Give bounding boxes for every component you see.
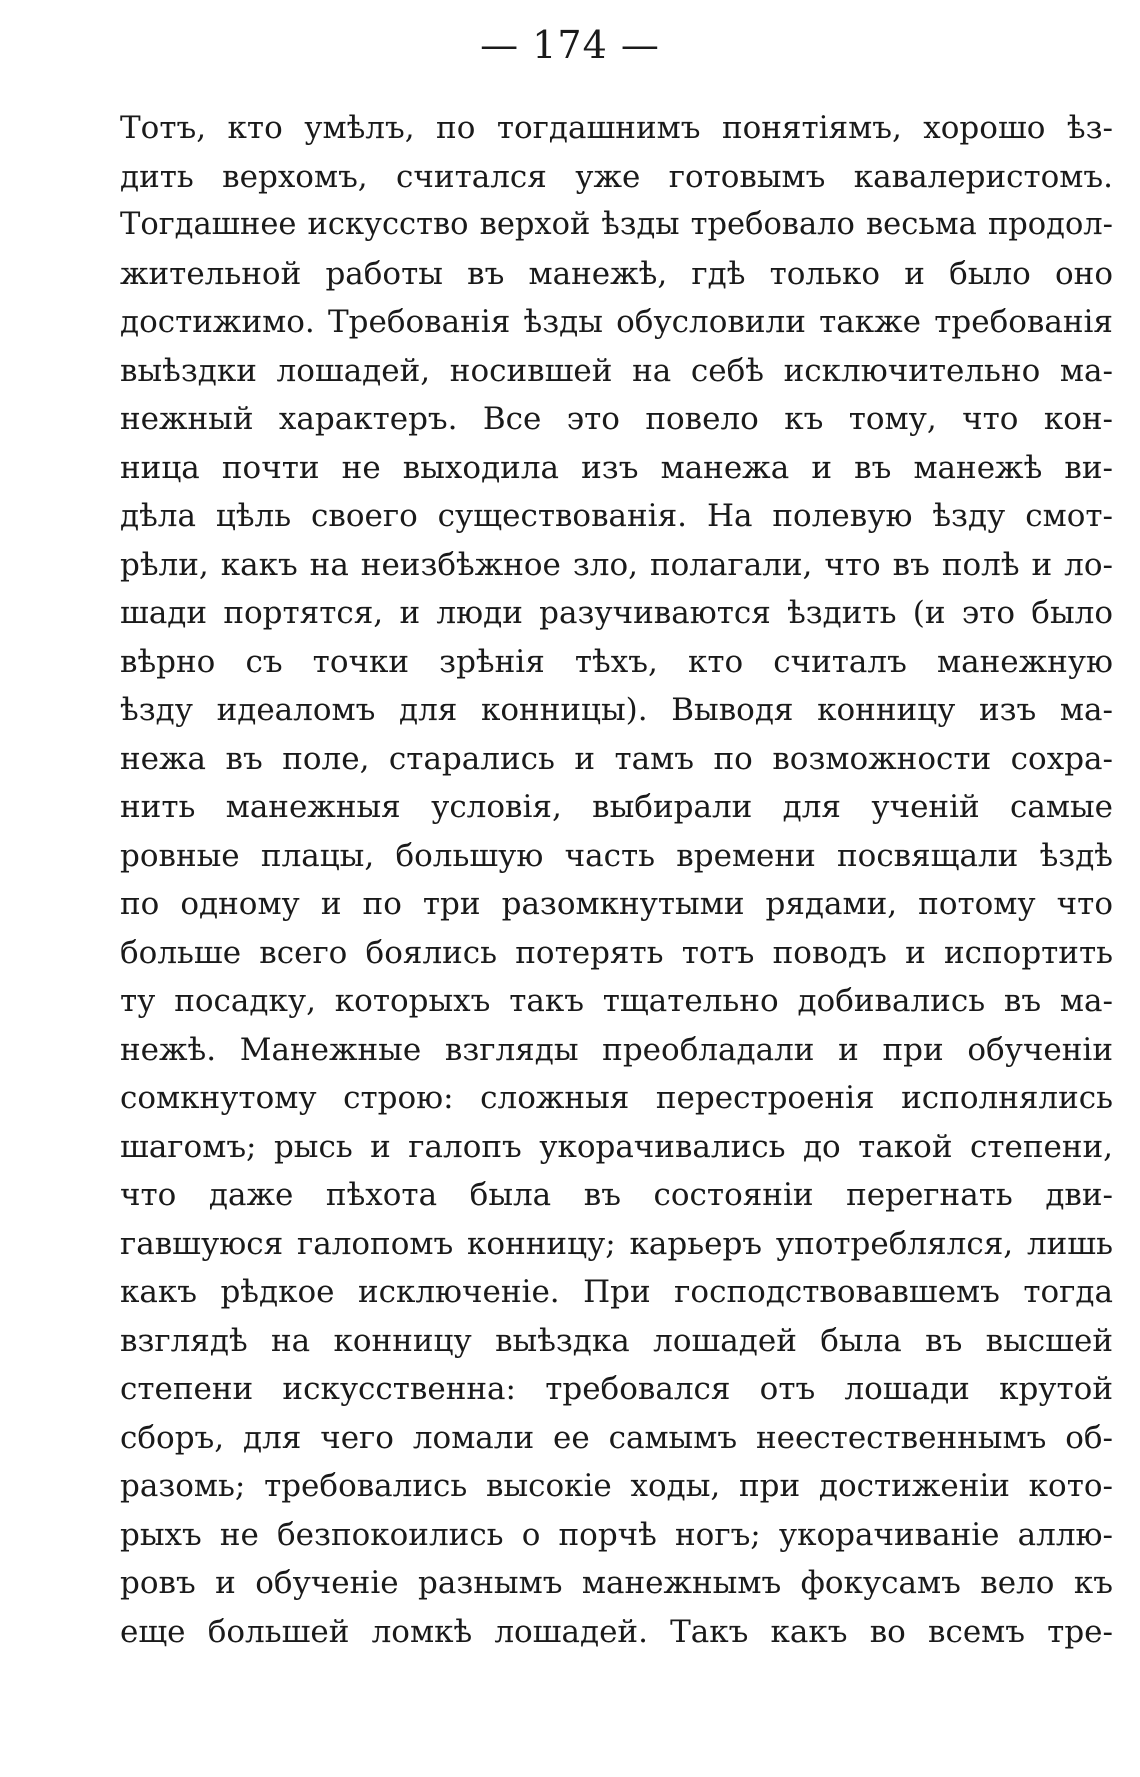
text-line: сомкнутому строю: сложныя перестроенія исполнялись [120, 1080, 1113, 1116]
text-line: достижимо. Требованія ѣзды обусловили также требованія [120, 304, 1113, 340]
text-line: какъ рѣдкое исключеніе. При господствовавшемъ тогда [120, 1274, 1113, 1310]
text-line: нежѣ. Манежные взгляды преобладали и при обученіи [120, 1031, 1113, 1068]
text-line: рѣли, какъ на неизбѣжное зло, полагали, что въ полѣ и ло- [120, 546, 1113, 583]
text-line: шади портятся, и люди разучиваются ѣздить (и это было [120, 595, 1113, 631]
text-line: ровъ и обученіе разнымъ манежнымъ фокусамъ вело къ [120, 1565, 1113, 1601]
text-line: по одному и по три разомкнутыми рядами, потому что [120, 886, 1113, 922]
text-line: еще большей ломкѣ лошадей. Такъ какъ во всемъ тре- [120, 1613, 1113, 1650]
text-line: ница почти не выходила изъ манежа и въ манежѣ ви- [120, 449, 1113, 486]
text-line: сборъ, для чего ломали ее самымъ неестественнымъ об- [120, 1419, 1113, 1456]
text-line: дить верхомъ, считался уже готовымъ кавалеристомъ. [120, 158, 1113, 195]
text-line: больше всего боялись потерять тотъ поводъ и испортить [120, 934, 1113, 971]
text-line: шагомъ; рысь и галопъ укорачивались до такой степени, [120, 1128, 1113, 1165]
text-line: взглядѣ на конницу выѣздка лошадей была въ высшей [120, 1322, 1113, 1359]
text-line: степени искусственна: требовался отъ лошади крутой [120, 1371, 1113, 1407]
text-line: ту посадку, которыхъ такъ тщательно добивались въ ма- [120, 983, 1113, 1019]
text-line: что даже пѣхота была въ состояніи перегнать дви- [120, 1177, 1113, 1213]
text-line: нежный характеръ. Все это повело къ тому, что кон- [120, 401, 1113, 437]
text-line: гавшуюся галопомъ конницу; карьеръ употреблялся, лишь [120, 1225, 1113, 1262]
text-line: нежа въ поле, старались и тамъ по возможности сохра- [120, 740, 1113, 777]
page-number: — 174 — [480, 23, 660, 67]
text-line: Тотъ, кто умѣлъ, по тогдашнимъ понятіямъ, хорошо ѣз- [120, 110, 1113, 146]
text-line: Тогдашнее искусство верхой ѣзды требовало весьма продол- [120, 207, 1113, 242]
text-line: дѣла цѣль своего существованія. На полевую ѣзду смот- [120, 498, 1113, 534]
text-line: жительной работы въ манежѣ, гдѣ только и было оно [120, 255, 1113, 292]
text-line: выѣздки лошадей, носившей на себѣ исключительно ма- [120, 352, 1113, 389]
body-text [120, 104, 1113, 1656]
text-line: нить манежныя условія, выбирали для ученій самые [120, 789, 1113, 825]
text-line: рыхъ не безпокоились о порчѣ ногъ; укорачиваніе аллю- [120, 1516, 1113, 1553]
text-line: разомь; требовались высокіе ходы, при достиженіи кото- [120, 1468, 1113, 1504]
text-line: ровные плацы, большую часть времени посвящали ѣздѣ [120, 837, 1113, 874]
text-line: вѣрно съ точки зрѣнія тѣхъ, кто считалъ манежную [120, 643, 1113, 680]
text-line: ѣзду идеаломъ для конницы). Выводя конницу изъ ма- [120, 692, 1113, 728]
